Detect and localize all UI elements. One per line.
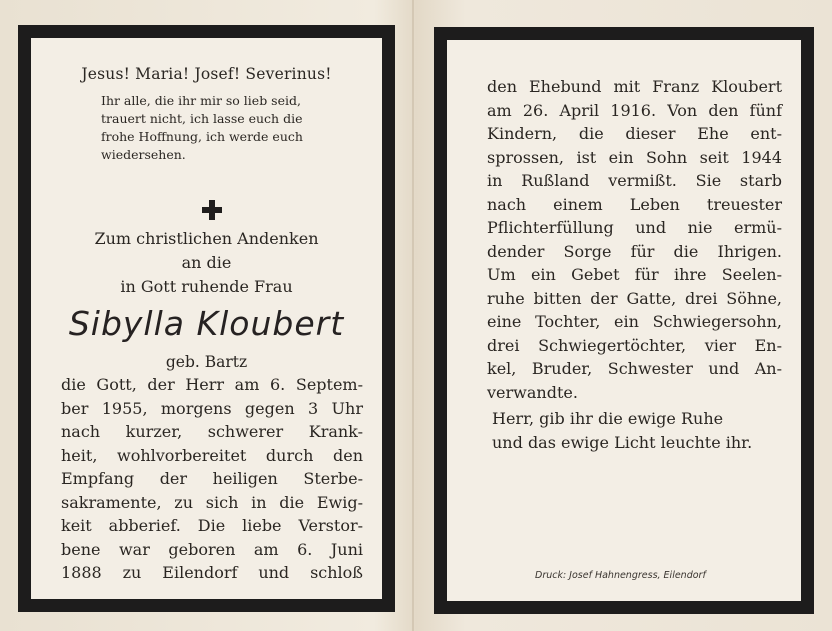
biography-continued [487, 75, 782, 404]
text-line: drei Schwiegertöchter, vier En- [487, 335, 782, 355]
text-line: heit, wohlvorbereitet durch den [61, 445, 363, 465]
center-fold [412, 0, 414, 631]
memorial-intro [31, 227, 382, 299]
prayer-line: und das ewige Licht leuchte ihr. [492, 432, 753, 452]
text-line: kel, Bruder, Schwester und An- [487, 359, 782, 378]
text-line: verwandte. [487, 382, 578, 402]
memorial-line: in Gott ruhende Frau [120, 277, 293, 296]
text-line: keit abberief. Die liebe Verstor- [61, 516, 363, 535]
left-panel [18, 25, 395, 612]
text-line: eine Tochter, ein Schwiegersohn, [487, 312, 782, 331]
text-line: 1888 zu Eilendorf und schloß [61, 563, 363, 582]
memorial-line: Zum christlichen Andenken [94, 229, 319, 248]
text-line: bene war geboren am 6. Juni [61, 539, 363, 559]
text-line: Empfang der heiligen Sterbe- [61, 469, 363, 488]
text-line: dender Sorge für die Ihrigen. [487, 241, 782, 261]
memorial-line: an die [181, 253, 232, 272]
right-panel [434, 27, 814, 614]
text-line: Pflichterfüllung und nie ermü- [487, 218, 782, 237]
poem-line: Ihr alle, die ihr mir so lieb seid, [101, 93, 301, 108]
text-line: nach kurzer, schwerer Krank- [61, 422, 363, 441]
text-line: ruhe bitten der Gatte, drei Söhne, [487, 288, 782, 308]
cross-icon [197, 195, 227, 225]
text-line: sprossen, ist ein Sohn seit 1944 [487, 147, 782, 167]
text-line: Um ein Gebet für ihre Seelen- [487, 265, 782, 284]
biography-text [61, 373, 363, 585]
prayer-line: Herr, gib ihr die ewige Ruhe [492, 409, 724, 428]
text-line: in Rußland vermißt. Sie starb [487, 171, 782, 190]
invocation-heading: Jesus! Maria! Josef! Severinus! [81, 65, 332, 83]
text-line: Kindern, die dieser Ehe ent- [487, 124, 782, 143]
text-line: ber 1955, morgens gegen 3 Uhr [61, 398, 363, 418]
poem-block [101, 92, 373, 164]
text-line: am 26. April 1916. Von den fünf [487, 100, 782, 120]
text-line: sakramente, zu sich in die Ewig- [61, 492, 363, 512]
deceased-name: Sibylla Kloubert [68, 304, 345, 343]
poem-line: wiedersehen. [101, 147, 186, 162]
poem-line: trauert nicht, ich lasse euch die [101, 111, 303, 126]
maiden-name: geb. Bartz [165, 353, 248, 371]
printer-credit: Druck: Josef Hahnengress, Eilendorf [535, 570, 706, 581]
poem-line: frohe Hoffnung, ich werde euch [101, 129, 303, 144]
closing-prayer [492, 407, 792, 454]
text-line: die Gott, der Herr am 6. Septem- [61, 375, 363, 394]
text-line: nach einem Leben treuester [487, 194, 782, 214]
text-line: den Ehebund mit Franz Kloubert [487, 77, 782, 96]
